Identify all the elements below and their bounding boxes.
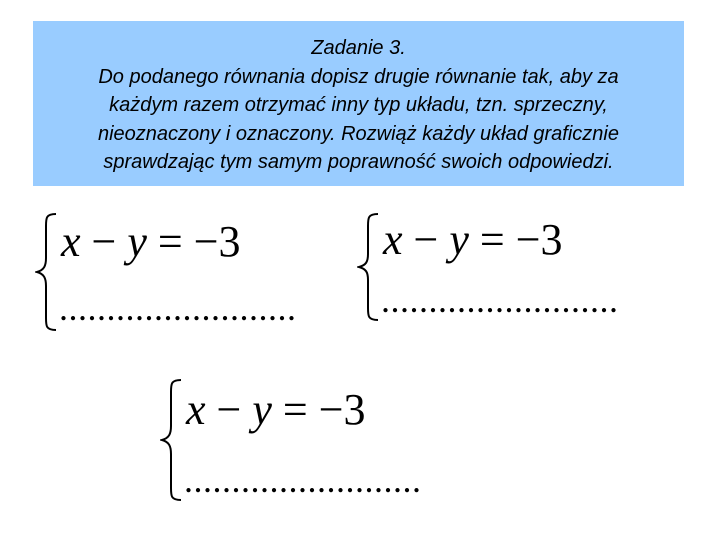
second-equation-placeholder: .........................	[381, 280, 619, 320]
task-text-line-2: każdym razem otrzymać inny typ układu, tzn. sprzeczny,	[109, 94, 608, 116]
equation-system-2	[357, 212, 657, 332]
equation-rhs: = −3	[157, 217, 241, 266]
minus-sign: −	[91, 217, 117, 266]
variable-x: x	[186, 385, 206, 434]
equation-system-3	[160, 378, 490, 498]
given-equation	[383, 215, 563, 264]
equation-rhs: = −3	[282, 385, 366, 434]
second-equation-placeholder: .........................	[184, 460, 422, 500]
variable-x: x	[383, 215, 403, 264]
second-equation-placeholder: .........................	[59, 288, 297, 328]
given-equation	[186, 385, 366, 434]
curly-brace-icon	[160, 378, 184, 502]
minus-sign: −	[413, 215, 439, 264]
equation-rhs: = −3	[479, 215, 563, 264]
variable-y: y	[449, 215, 469, 264]
variable-y: y	[127, 217, 147, 266]
task-instructions-box	[33, 21, 684, 186]
task-text-line-4: sprawdzając tym samym poprawność swoich odpowiedzi.	[103, 151, 614, 173]
task-text-line-3: nieoznaczony i oznaczony. Rozwiąż każdy układ graficznie	[97, 122, 619, 145]
task-title: Zadanie 3.	[311, 37, 406, 59]
equation-system-1	[35, 212, 335, 332]
curly-brace-icon	[357, 212, 381, 322]
variable-y: y	[252, 385, 272, 434]
given-equation	[61, 217, 241, 266]
minus-sign: −	[216, 385, 242, 434]
task-text-line-1: Do podanego równania dopisz drugie równanie tak, aby za	[98, 65, 619, 88]
curly-brace-icon	[35, 212, 59, 332]
variable-x: x	[61, 217, 81, 266]
